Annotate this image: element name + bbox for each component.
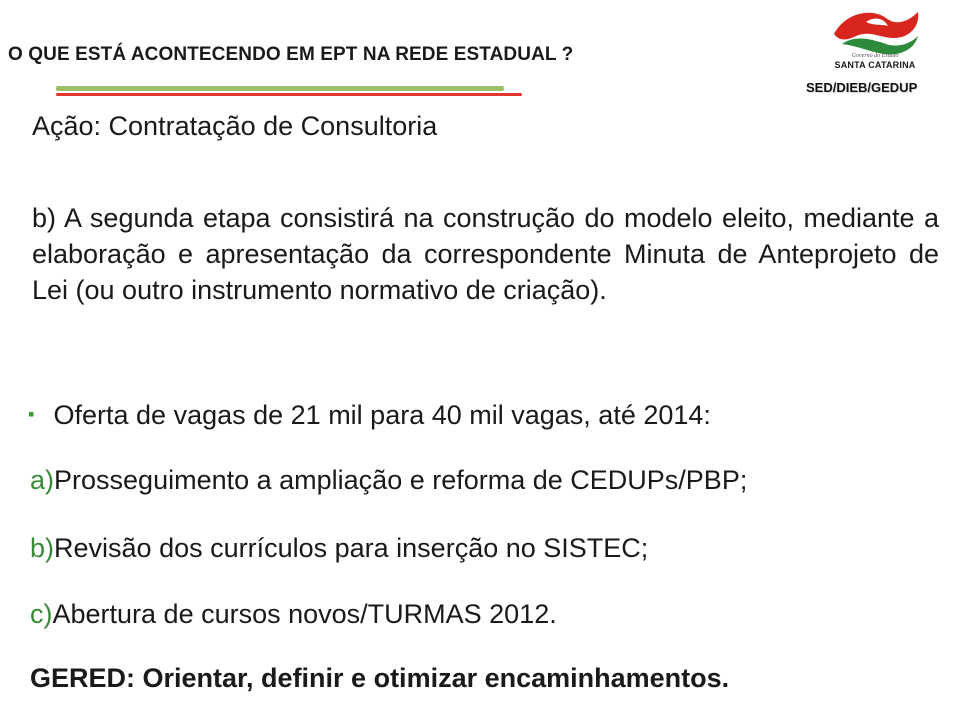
list-marker: a)	[30, 465, 55, 495]
department-label: SED/DIEB/GEDUP	[806, 80, 918, 95]
description-paragraph: b) A segunda etapa consistirá na construção do modelo eleito, mediante a elaboração e apresentação da correspondente Minuta de Anteprojeto de Lei (ou outro instrumento normativo de criação).	[32, 203, 939, 305]
list-item-text: Abertura de cursos novos/TURMAS 2012.	[52, 599, 557, 629]
list-item	[30, 462, 930, 498]
page-title: O QUE ESTÁ ACONTECENDO EM EPT NA REDE ESTADUAL ?	[8, 44, 574, 65]
title-underline-green	[56, 86, 504, 91]
santa-catarina-logo-icon	[826, 4, 926, 58]
square-bullet-icon: ▪	[28, 404, 35, 424]
list-item	[30, 596, 930, 632]
bullet-text: Oferta de vagas de 21 mil para 40 mil vagas, até 2014:	[53, 400, 711, 430]
logo-state-name: SANTA CATARINA	[834, 60, 916, 70]
list-item-text: Revisão dos currículos para inserção no SISTEC;	[54, 533, 649, 563]
action-heading: Ação: Contratação de Consultoria	[32, 111, 438, 141]
list-marker: b)	[30, 533, 55, 563]
logo-caption: Governo do Estado	[851, 53, 899, 59]
closing-statement: GERED: Orientar, definir e otimizar encaminhamentos.	[30, 663, 730, 693]
title-underline-red	[56, 93, 522, 96]
list-item-text: Prosseguimento a ampliação e reforma de CEDUPs/PBP;	[54, 465, 748, 495]
bullet-item	[28, 396, 928, 433]
list-marker: c)	[30, 599, 53, 629]
list-item	[30, 530, 930, 566]
